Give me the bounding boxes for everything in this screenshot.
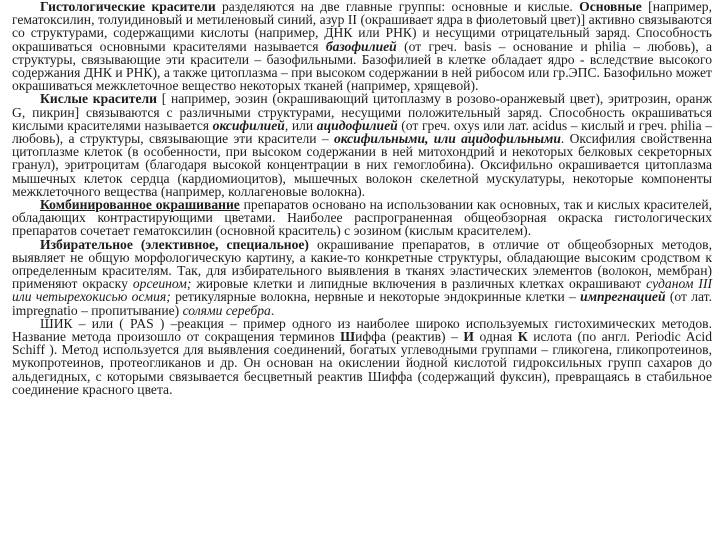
text-run: импрегнацией [580, 289, 666, 305]
text-run: ретикулярные волокна, нервные и некоторые эндокринные клетки – [170, 289, 581, 305]
text-run: Ш [340, 329, 356, 345]
paragraph-acid-dyes [12, 92, 712, 198]
text-run: ацидофилией [316, 117, 398, 133]
text-run: жировые клетки и липидные включения в различных клетках окрашивают [191, 276, 647, 292]
text-run: орсеином; [132, 276, 192, 292]
text-run: солями серебра [182, 302, 271, 318]
text-run: . Оксифилия свойственна цитоплазме клеток (в особенности, при высоком содержании в ней митохондрий и некоторых белковых секреторных гранул), эритроцитам (благодаря высокой концентрации в них гемоглобина). Оксифильно окрашивается цитоплазма мышечных клеток сердца (кардиомиоцитов), мышечных волокон скелетной мускулатуры, некоторые компоненты межклеточного вещества (например, коллагеновые волокна). [12, 131, 712, 199]
text-run: оксифилией [212, 117, 285, 133]
text-run: Гистологические красители [40, 0, 216, 14]
text-run: , или [284, 117, 317, 133]
text-run: базофилией [325, 38, 397, 54]
text-run: иффа (реактив) – [355, 329, 464, 345]
text-run: препаратов основано на использовании как основных, так и кислых красителей, обладающих контрастирующими цветами. Наиболее распрограненная общеобзорная окраска гистологических препаратов сочетает гематоксилин (основной краситель) с эозином (кислым красителем). [12, 197, 712, 239]
paragraph-pas-reaction [12, 317, 712, 396]
paragraph-combined-staining [12, 198, 712, 238]
text-run: ислота (по англ. Periodic Acid Schiff ). Метод используется для выявления соединений, богатых углеводными группами – гликогена, гликопротеинов, мукопротеинов, протеогликанов и др. Он основан на окислении йодной кислотой гидроксильных групп сахаров до альдегидных, с которыми связывается бесцветный реактив Шиффа (содержащий фуксин), превращаясь в стабильное соединение красного цвета. [12, 329, 712, 397]
text-run: [ например, эозин (окрашивающий цитоплазму в розово-оранжевый цвет), эритрозин, оранж G, пикрин] связываются с различными структурами, несущими положительный заряд. Способность окрашиваться кислыми красителями называется [12, 91, 712, 133]
paragraph-dyes-intro [12, 0, 712, 92]
text-run: Избирательное (элективное, специальное) [40, 236, 309, 252]
paragraph-selective-staining [12, 238, 712, 317]
text-run: Основные [579, 0, 642, 14]
text-run: суданом III или четырехокисью осмия; [12, 276, 712, 305]
text-run: К [517, 329, 528, 345]
text-run: одная [473, 329, 518, 345]
text-run: Кислые красители [40, 91, 157, 107]
text-run: (от греч. basis – основание и philia – любовь), а структуры, связывающие эти красители – базофильными. Базофилией в клетке обладает ядро - вследствие высокого содержания ДНК и РНК), а также цитоплазма – при высоком содержании в ней рибосом или гр.ЭПС. Базофильно может окрашиваться межклеточное вещество некоторых тканей (например, хрящевой). [12, 38, 712, 94]
text-run: . [270, 302, 275, 318]
text-run: ШИК – или ( PAS ) –реакция – пример одного из наиболее широко используемых гистохимических методов. Название метода произошло от сокращения терминов [12, 315, 712, 345]
text-run: окрашивание препаратов, в отличие от общеобзорных методов, выявляет не общую морфологическую картину, а какие-то конкретные структуры, обладающие высоким сродством к определенным красителям. Так, для избирательного выявления в тканях эластических элементов (волокон, мембран) применяют окраску [12, 236, 713, 292]
text-run: [например, гематоксилин, толуидиновый и метиленовый синий, азур II (окрашивает ядра в фиолетовый цвет)] активно связываются со структурами, содержащими кислоты (например, ДНК или РНК) и несущими отрицательный заряд. Способность окрашиваться основными красителями называется [12, 0, 712, 54]
text-run: (от греч. oxys или лат. acidus – кислый и греч. philia – любовь), а структуры, связывающие эти красители – [12, 117, 713, 147]
text-run: разделяются на две главные группы: основные и кислые. [215, 0, 580, 14]
text-run: Комбинированное окрашивание [40, 197, 240, 213]
text-run: И [463, 329, 474, 345]
text-run: оксифильными, или ацидофильными [333, 131, 561, 147]
text-run: (от лат. impregnatio – пропитывание) [12, 289, 712, 318]
